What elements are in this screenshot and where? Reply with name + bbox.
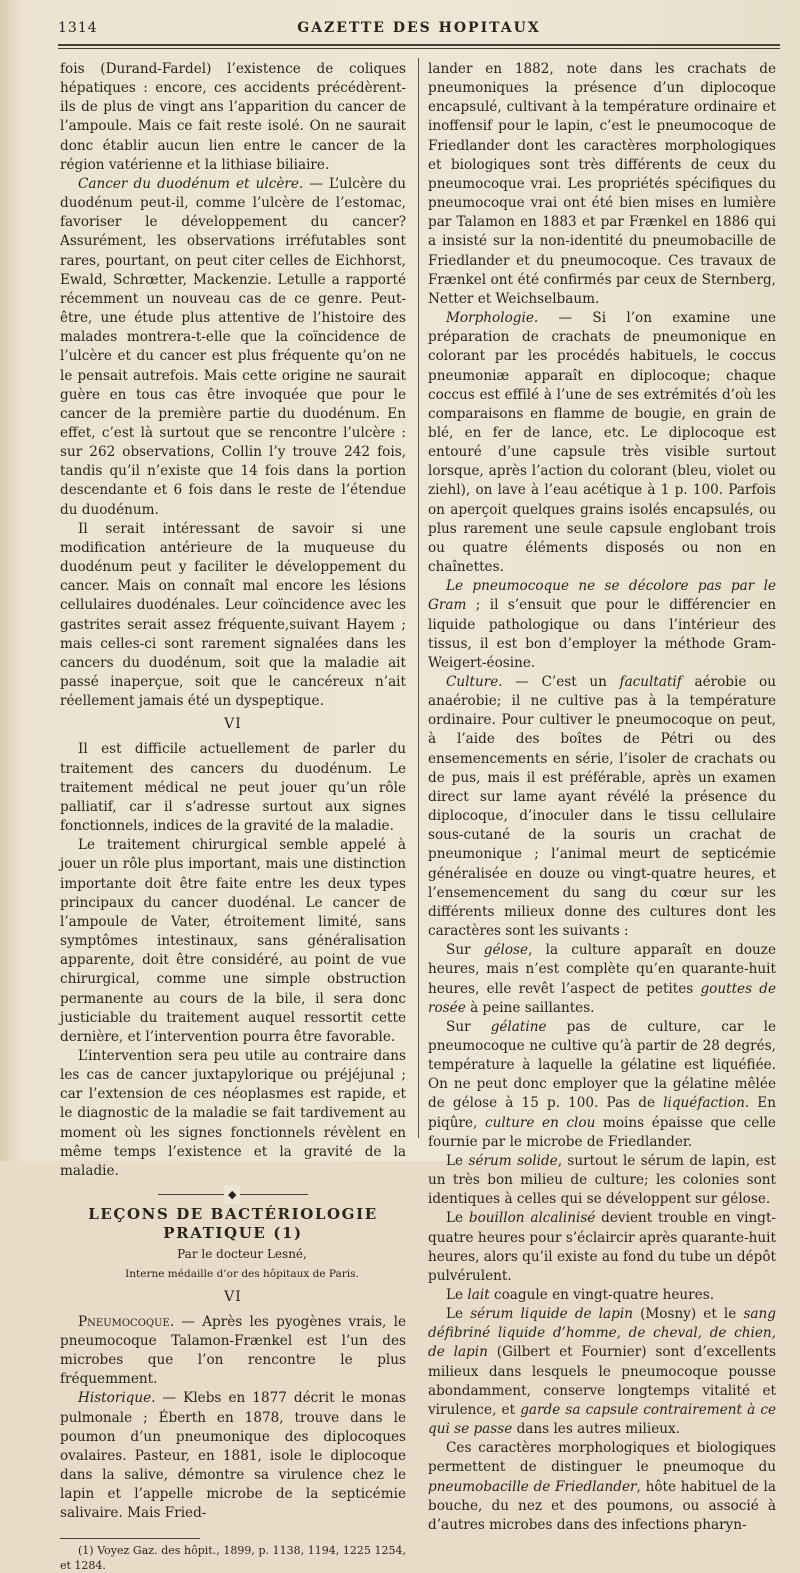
paragraph: Sur gélose, la culture apparaît en douze heures, mais n’est complète qu’en quarante-huit heures, elle revêt l’aspect de petites gouttes de rosée à peine saillantes. — [428, 942, 777, 1016]
author-affiliation: Interne médaille d’or des hôpitaux de Paris. — [125, 1267, 359, 1280]
paragraph: Cancer du duodénum et ulcère. — L’ulcère du duodénum peut-il, comme l’ulcère de l’estomac, favoriser le développement du cancer? Assurément, les observations irréfutables sont rares, pourtant, on peut citer celles de Eichhorst, Ewald, Schrœtter, Mackenzie. Letulle a rapporté récemment un nouveau cas de ce genre. Peut-être, une étude plus attentive de l’histoire des malades montrera-t-elle que la coïncidence de l’ulcère et du cancer est plus fréquente qu’on ne le pensait autrefois. Mais cette origine ne saurait guère en tous cas être invoquée que pour le cancer de la première partie du duodénum. En effet, c’est là surtout que se rencontre l’ulcère : sur 262 observations, Collin l’y trouve 242 fois, tandis qu’il n’existe que 14 fois dans la portion descendante et 6 fois dans le reste de l’étendue du duodénum. — [60, 175, 407, 518]
paragraph: Morphologie. — Si l’on examine une préparation de crachats de pneumonique en colorant par les procédés habituels, le coccus pneumoniæ apparaît en diplocoque; chaque coccus est effilé à l’une de ses extrémités d’où les comparaisons en flamme de bougie, en grain de blé, en fer de lance, etc. Le diplocoque est entouré d’une capsule très visible surtout lorsque, après l’action du colorant (bleu, violet ou ziehl), on lave à l’eau acétique à 1 p. 100. Parfois on aperçoit quelques grains isolés encapsulés, ou plus rarement une seule capsule englobant trois ou quatre éléments disposés ou non en chaînettes. — [428, 310, 776, 576]
byline: Par le docteur Lesné, — [177, 1247, 307, 1262]
paragraph: Le lait coagule en vingt-quatre heures. — [446, 1287, 715, 1303]
paragraph: Sur gélatine pas de culture, car le pneumocoque ne cultive qu’à partir de 28 degrés, température à laquelle la gélatine est liquéfiée. On ne peut donc employer que la gélatine mêlée de gélose à 15 p. 100. Pas de liquéfaction. En piqûre, culture en clou moins épaisse que celle fournie par le microbe de Friedlander. — [428, 1018, 776, 1150]
section-number: VI — [224, 1288, 242, 1305]
paragraph: Le traitement chirurgical semble appelé à jouer un rôle plus important, mais une distinction importante doit être faite entre les deux types principaux du cancer duodénal. Le cancer de l’ampoule de Vater, étroitement limité, sans symptômes intestinaux, sans généralisation apparente, doit être considéré, au point de vue chirurgical, comme une simple obstruction permanente au cours de la bile, il sera donc justiciable du traitement auquel ressortit cette dernière, et l’intervention pourra être favorable. — [60, 837, 406, 1045]
article-heading: LEÇONS DE BACTÉRIOLOGIE PRATIQUE (1) — [88, 1205, 378, 1243]
paragraph: Le sérum liquide de lapin (Mosny) et le sang défibriné liquide d’homme, de cheval, de chien, de lapin (Gilbert et Fournier) sont d’excellents milieux dans lesquels le pneumocoque pousse abondamment, conserve longtemps vitalité et virulence, et garde sa capsule contrairement à ce qui se passe dans les autres milieux. — [428, 1306, 776, 1438]
subsection-title: Culture. — [446, 674, 503, 690]
subsection-title: Historique. — [78, 1390, 156, 1407]
paragraph: Pneumocoque. — Après les pyogènes vrais, le pneumocoque Talamon-Frænkel est l’un des microbes que l’on rencontre le plus fréquemment. — [60, 1313, 406, 1388]
paragraph: Le bouillon alcalinisé devient trouble en vingt-quatre heures pour s’éclaircir après quarante-huit heures, alors qu’il existe au fond du tube un dépôt pulvérulent. — [428, 1210, 776, 1284]
journal-title: GAZETTE DES HOPITAUX — [297, 20, 541, 36]
paragraph: Ces caractères morphologiques et biologiques permettent de distinguer le pneumoque du pneumobacille de Friedlander, hôte habituel de la bouche, du nez et des poumons, ou associé à d’autres microbes dans des infections pharyn- — [428, 1440, 776, 1533]
paragraph: Le sérum solide, surtout le sérum de lapin, est un très bon milieu de culture; les colonies sont identiques à celles qui se développent sur gélose. — [428, 1152, 776, 1208]
paragraph: Le pneumocoque ne se décolore pas par le Gram ; il s’ensuit que pour le différencier en liquide pathologique ou dans l’intérieur des tissus, il est bon d’employer la méthode Gram-Weigert-éosine. — [428, 578, 776, 671]
paragraph: Culture. — C’est un facultatif aérobie ou anaérobie; il ne cultive pas à la température ordinaire. Pour cultiver le pneumocoque on peut, à l’aide des boîtes de Pétri ou des ensemencements en série, l’isoler de crachats ou de pus, mais il est préférable, après un examen direct sur lame ayant révélé la présence du diplocoque, d’inoculer dans le tissu cellulaire sous-cutané de la souris un crachat de pneumonique ; l’animal meurt de septicémie généralisée en douze ou vingt-quatre heures, et l’ensemencement du sang du cœur sur les différents milieux donne des cultures dont les caractères sont les suivants : — [428, 674, 776, 940]
footnote: (1) Voyez Gaz. des hôpit., 1899, p. 1138, 1194, 1225 1254, et 1284. — [60, 1543, 406, 1572]
footnote-rule — [60, 1538, 200, 1539]
right-column — [428, 60, 776, 1535]
subsection-title: Pneumocoque. — [78, 1313, 175, 1330]
page-header — [58, 18, 780, 42]
paragraph: fois (Durand-Fardel) l’existence de coliques hépatiques : encore, ces accidents précédèrent-ils de plus de vingt ans l’apparition du cancer de l’ampoule. Mais ce fait reste isolé. On ne saurait donc établir aucun lien entre le cancer de la région vatérienne et la lithiase biliaire. — [60, 61, 406, 173]
paragraph: L’intervention sera peu utile au contraire dans les cas de cancer juxtapylorique ou préjéjunal ; car l’extension de ces néoplasmes est rapide, et le diagnostic de la maladie se fait tardivement au moment où les signes fonctionnels révèlent en même temps l’existence et la gravité de la maladie. — [60, 1047, 406, 1179]
paragraph: lander en 1882, note dans les crachats de pneumoniques la présence d’un diplocoque encapsulé, cultivant à la température ordinaire et inoffensif pour le lapin, c’est le pneumocoque de Friedlander dont les caractères morphologiques et biologiques sont très différents de ceux du pneumocoque vrai. Les propriétés spécifiques du pneumocoque vrai ont été bien mises en lumière par Talamon en 1883 et par Frænkel en 1886 qui a insisté sur la non-identité du pneumobacille de Friedlander et du pneumocoque. Ces travaux de Frænkel ont été confirmés par ceux de Sternberg, Netter et Weichselbaum. — [428, 61, 776, 307]
left-column — [60, 60, 406, 1573]
column-divider — [418, 58, 419, 1138]
section-number: VI — [224, 716, 242, 733]
paragraph: Historique. — Klebs en 1877 décrit le monas pulmonale ; Éberth en 1878, trouve dans le poumon d’un pneumonique des diplocoques ovalaires. Pasteur, en 1881, isole le diplocoque dans la salive, démontre sa virulence chez le lapin et l’appelle microbe de la septicémie salivaire. Mais Fried- — [60, 1390, 406, 1522]
page-number: 1314 — [58, 20, 98, 36]
ornament-divider — [158, 1191, 308, 1199]
paragraph: Il est difficile actuellement de parler du traitement des cancers du duodénum. Le traitement médical ne peut jouer qu’un rôle palliatif, car il s’adresse surtout aux signes fonctionnels, indices de la gravité de la maladie. — [60, 741, 406, 835]
paragraph: Il serait intéressant de savoir si une modification antérieure de la muqueuse du duodénum peut y faciliter le développement du cancer. Mais on connaît mal encore les lésions cellulaires duodénales. Leur coïncidence avec les gastrites serait assez fréquente,suivant Hayem ; mais celles-ci sont rarement signalées dans les cancers du duodénum, soit que la maladie ait passé inaperçue, soit que le cancéreux n’ait réellement jamais été un dyspeptique. — [60, 520, 406, 710]
subsection-title: Cancer du duodénum et ulcère. — [78, 175, 304, 192]
subsection-title: Le pneumocoque ne se décolore pas par le Gram — [428, 578, 776, 614]
header-rule — [58, 44, 780, 49]
subsection-title: Morphologie. — [446, 310, 539, 327]
